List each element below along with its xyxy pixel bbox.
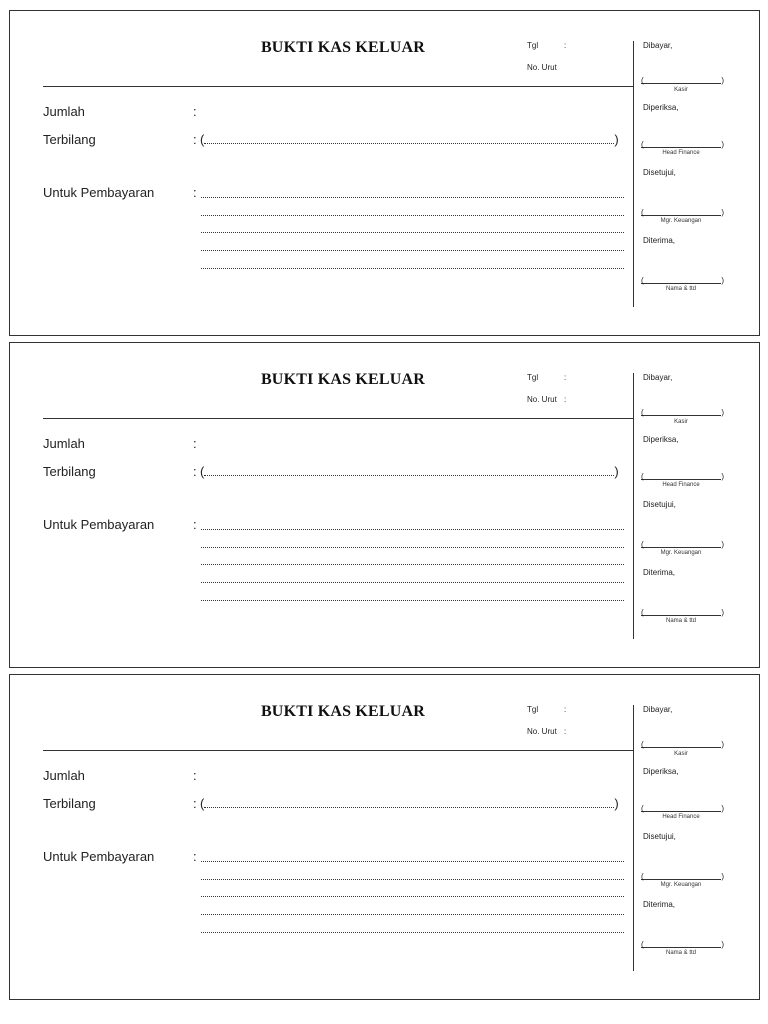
payment-purpose-line[interactable] — [201, 268, 624, 269]
payment-purpose-line[interactable] — [201, 564, 624, 565]
approved-by-label: Disetujui, — [643, 832, 676, 841]
amount-in-words-field[interactable] — [200, 132, 630, 147]
amount-label: Jumlah — [43, 436, 85, 451]
amount-in-words-colon: : — [193, 464, 197, 479]
approved-by-caption: Mgr. Keuangan — [660, 882, 702, 888]
signature-column-divider — [633, 705, 634, 971]
paid-by-caption: Kasir — [674, 419, 688, 425]
payment-purpose-line[interactable] — [201, 914, 624, 915]
amount-in-words-field[interactable] — [200, 796, 630, 811]
received-by-label: Diterima, — [643, 568, 676, 577]
paid-by-label: Dibayar, — [643, 373, 673, 382]
amount-colon: : — [193, 436, 197, 451]
serial-number-label: No. Urut — [527, 395, 557, 404]
received-by-caption: Nama & ttd — [665, 950, 696, 956]
approved-by-signature-line[interactable]: ( ) — [641, 208, 724, 217]
open-paren: ( — [200, 796, 205, 811]
date-colon: : — [564, 41, 567, 50]
dotted-fill-line — [204, 797, 614, 808]
payment-purpose-label: Untuk Pembayaran — [43, 517, 155, 532]
cash-voucher-form — [9, 10, 760, 336]
signature-column-divider — [633, 373, 634, 639]
paid-by-label: Dibayar, — [643, 705, 673, 714]
checked-by-caption: Head Finance — [662, 482, 700, 488]
dotted-fill-line — [204, 465, 614, 476]
paid-by-caption: Kasir — [674, 751, 688, 757]
voucher-title: BUKTI KAS KELUAR — [260, 39, 426, 56]
amount-in-words-label: Terbilang — [43, 464, 96, 479]
received-by-label: Diterima, — [643, 236, 676, 245]
paid-by-signature-line[interactable]: ( ) — [641, 76, 724, 85]
payment-purpose-label: Untuk Pembayaran — [43, 849, 155, 864]
checked-by-label: Diperiksa, — [643, 103, 679, 112]
header-divider — [43, 418, 634, 419]
received-by-caption: Nama & ttd — [665, 618, 696, 624]
paid-by-signature-line[interactable]: ( ) — [641, 740, 724, 749]
cash-voucher-form — [9, 342, 760, 668]
payment-purpose-label: Untuk Pembayaran — [43, 185, 155, 200]
serial-number-colon: : — [564, 727, 567, 736]
date-label: Tgl — [527, 41, 539, 50]
amount-in-words-field[interactable] — [200, 464, 630, 479]
payment-purpose-line[interactable] — [201, 600, 624, 601]
serial-number-label: No. Urut — [527, 63, 557, 72]
close-paren: ) — [614, 464, 619, 479]
amount-colon: : — [193, 768, 197, 783]
date-colon: : — [564, 373, 567, 382]
checked-by-caption: Head Finance — [662, 814, 700, 820]
payment-purpose-line[interactable] — [201, 932, 624, 933]
close-paren: ) — [614, 132, 619, 147]
voucher-title: BUKTI KAS KELUAR — [260, 703, 426, 720]
dotted-fill-line — [204, 133, 614, 144]
approved-by-caption: Mgr. Keuangan — [660, 550, 702, 556]
received-by-signature-line[interactable]: ( ) — [641, 940, 724, 949]
payment-purpose-colon: : — [193, 849, 197, 864]
payment-purpose-line[interactable] — [201, 547, 624, 548]
approved-by-signature-line[interactable]: ( ) — [641, 872, 724, 881]
payment-purpose-line[interactable] — [201, 896, 624, 897]
amount-colon: : — [193, 104, 197, 119]
payment-purpose-line[interactable] — [201, 529, 624, 530]
amount-in-words-colon: : — [193, 132, 197, 147]
paid-by-label: Dibayar, — [643, 41, 673, 50]
open-paren: ( — [200, 132, 205, 147]
cash-voucher-form — [9, 674, 760, 1000]
close-paren: ) — [614, 796, 619, 811]
checked-by-signature-line[interactable]: ( ) — [641, 140, 724, 149]
received-by-caption: Nama & ttd — [665, 286, 696, 292]
payment-purpose-line[interactable] — [201, 582, 624, 583]
received-by-signature-line[interactable]: ( ) — [641, 608, 724, 617]
checked-by-signature-line[interactable]: ( ) — [641, 804, 724, 813]
header-divider — [43, 750, 634, 751]
voucher-title: BUKTI KAS KELUAR — [260, 371, 426, 388]
payment-purpose-line[interactable] — [201, 861, 624, 862]
payment-purpose-colon: : — [193, 185, 197, 200]
approved-by-label: Disetujui, — [643, 500, 676, 509]
received-by-signature-line[interactable]: ( ) — [641, 276, 724, 285]
amount-in-words-label: Terbilang — [43, 796, 96, 811]
checked-by-signature-line[interactable]: ( ) — [641, 472, 724, 481]
payment-purpose-line[interactable] — [201, 215, 624, 216]
amount-in-words-colon: : — [193, 796, 197, 811]
received-by-label: Diterima, — [643, 900, 676, 909]
payment-purpose-line[interactable] — [201, 232, 624, 233]
date-colon: : — [564, 705, 567, 714]
amount-in-words-label: Terbilang — [43, 132, 96, 147]
approved-by-signature-line[interactable]: ( ) — [641, 540, 724, 549]
payment-purpose-line[interactable] — [201, 879, 624, 880]
paid-by-caption: Kasir — [674, 87, 688, 93]
date-label: Tgl — [527, 705, 539, 714]
signature-column-divider — [633, 41, 634, 307]
serial-number-label: No. Urut — [527, 727, 557, 736]
checked-by-caption: Head Finance — [662, 150, 700, 156]
paid-by-signature-line[interactable]: ( ) — [641, 408, 724, 417]
payment-purpose-line[interactable] — [201, 250, 624, 251]
date-label: Tgl — [527, 373, 539, 382]
checked-by-label: Diperiksa, — [643, 767, 679, 776]
payment-purpose-line[interactable] — [201, 197, 624, 198]
open-paren: ( — [200, 464, 205, 479]
amount-label: Jumlah — [43, 768, 85, 783]
checked-by-label: Diperiksa, — [643, 435, 679, 444]
payment-purpose-colon: : — [193, 517, 197, 532]
serial-number-colon: : — [564, 395, 567, 404]
amount-label: Jumlah — [43, 104, 85, 119]
approved-by-caption: Mgr. Keuangan — [660, 218, 702, 224]
approved-by-label: Disetujui, — [643, 168, 676, 177]
header-divider — [43, 86, 634, 87]
